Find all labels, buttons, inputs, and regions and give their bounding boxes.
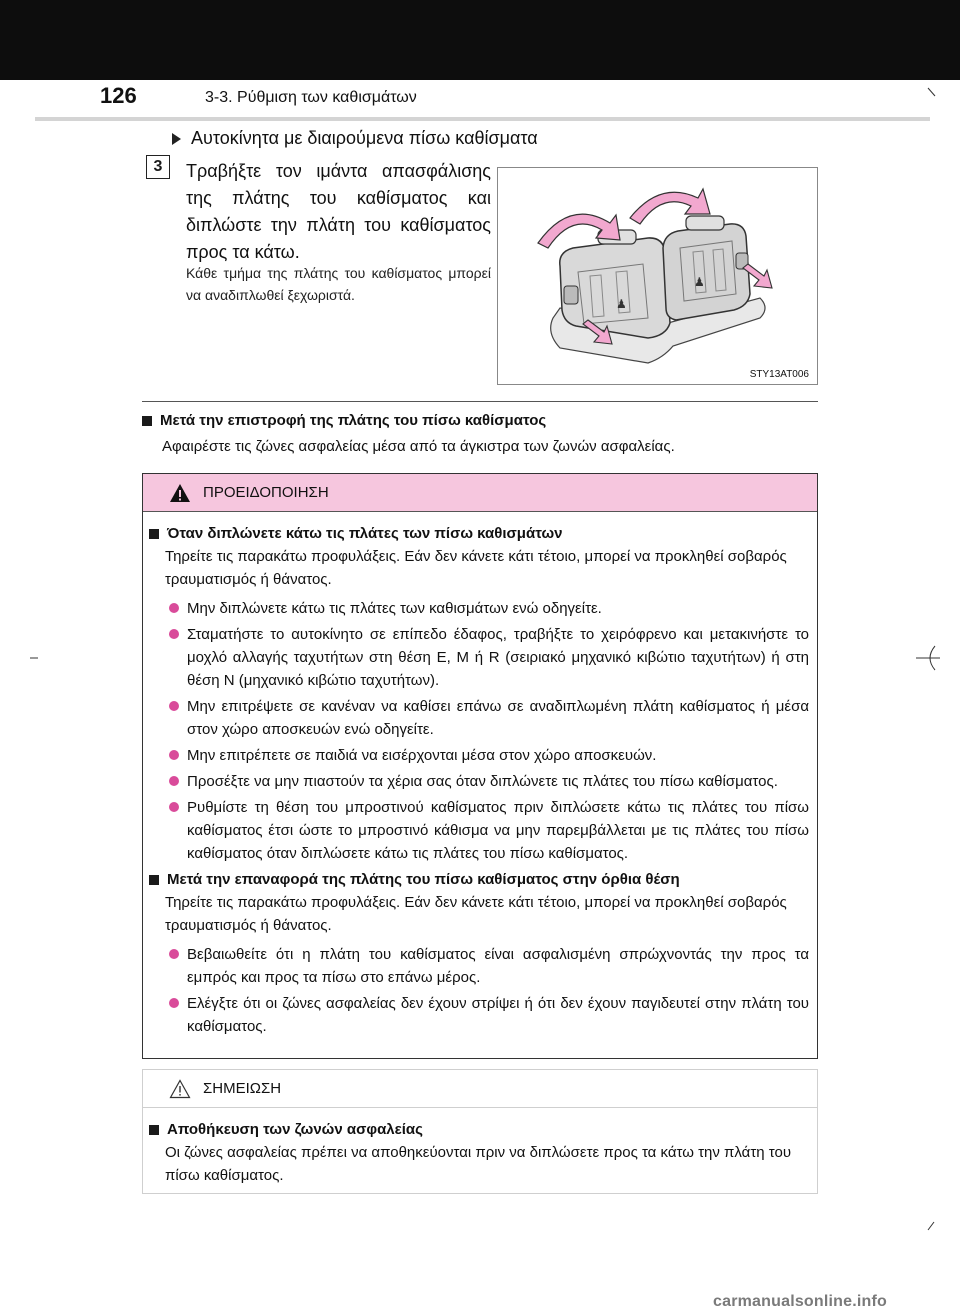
note-label: ΣΗΜΕΙΩΣΗ: [203, 1080, 282, 1097]
return-heading-text: Μετά την επιστροφή της πλάτης του πίσω καθίσματος: [160, 412, 547, 429]
warning-heading-text: Όταν διπλώνετε κάτω τις πλάτες των πίσω καθισμάτων: [167, 525, 563, 542]
warning-item-text: Μην επιτρέψετε σε κανέναν να καθίσει επάνω σε αναδιπλωμένη πλάτη καθίσματος ή μέσα στον χώρο αποσκευών ενώ οδηγείτε.: [187, 698, 809, 738]
svg-text:♟: ♟: [694, 275, 705, 289]
sub-heading-text: Αυτοκίνητα με διαιρούμενα πίσω καθίσματα: [191, 128, 538, 148]
page-number: 126: [100, 83, 137, 108]
note-text: Οι ζώνες ασφαλείας πρέπει να αποθηκεύονται πριν να διπλώσετε προς τα κάτω την πλάτη του πίσω καθίσματος.: [165, 1144, 792, 1184]
note-heading-text: Αποθήκευση των ζωνών ασφαλείας: [167, 1121, 423, 1138]
warning-item-text: Βεβαιωθείτε ότι η πλάτη του καθίσματος είναι ασφαλισμένη σπρώχνοντάς την προς τα εμπρός και προς τα πίσω στο επάνω μέρος.: [187, 946, 809, 986]
figure-code: STY13AT006: [749, 369, 809, 380]
warning-heading-text: Μετά την επαναφορά της πλάτης του πίσω καθίσματος στην όρθια θέση: [167, 871, 680, 888]
warning-item-text: Ρυθμίστε τη θέση του μπροστινού καθίσματος πριν διπλώσετε κάτω τις πλάτες του πίσω καθίσματος έτσι ώστε το μπροστινό κάθισμα να μην παρεμβάλλεται με τις πλάτες του πίσω καθίσματος όταν διπλώσετε κάτω τις πλάτες του πίσω καθίσματος.: [187, 799, 809, 862]
watermark: carmanualsonline.info: [713, 1293, 888, 1310]
warning-intro: Τηρείτε τις παρακάτω προφυλάξεις. Εάν δεν κάνετε κάτι τέτοιο, μπορεί να προκληθεί σοβαρός τραυματισμός ή θάνατος.: [165, 894, 787, 934]
warning-intro: Τηρείτε τις παρακάτω προφυλάξεις. Εάν δεν κάνετε κάτι τέτοιο, μπορεί να προκληθεί σοβαρός τραυματισμός ή θάνατος.: [165, 548, 787, 588]
warning-item-text: Προσέξτε να μην πιαστούν τα χέρια σας όταν διπλώνετε τις πλάτες του πίσω καθίσματος.: [187, 773, 778, 790]
section-title: 3-3. Ρύθμιση των καθισμάτων: [205, 89, 417, 106]
return-body: Αφαιρέστε τις ζώνες ασφαλείας μέσα από τα άγκιστρα των ζωνών ασφαλείας.: [162, 438, 675, 455]
svg-text:♟: ♟: [616, 297, 627, 311]
step-note: Κάθε τμήμα της πλάτης του καθίσματος μπορεί να αναδιπλωθεί ξεχωριστά.: [186, 265, 491, 303]
warning-item-text: Μην διπλώνετε κάτω τις πλάτες των καθισμάτων ενώ οδηγείτε.: [187, 600, 602, 617]
step-number: 3: [146, 155, 170, 179]
warning-item-text: Ελέγξτε ότι οι ζώνες ασφαλείας δεν έχουν στρίψει ή ότι δεν έχουν παγιδευτεί στην πλάτη του καθίσματος.: [187, 995, 809, 1035]
warning-item-text: Σταματήστε το αυτοκίνητο σε επίπεδο έδαφος, τραβήξτε το χειρόφρενο και μετακινήστε το μοχλό αλλαγής ταχυτήτων στη θέση Ε, Μ ή R (σειριακό μηχανικό κιβώτιο ταχυτήτων) ή στη θέση Ν (μηχανικό κιβώτιο ταχυτήτων).: [187, 626, 809, 689]
warning-label: ΠΡΟΕΙΔΟΠΟΙΗΣΗ: [203, 484, 329, 501]
warning-item-text: Μην επιτρέπετε σε παιδιά να εισέρχονται μέσα στον χώρο αποσκευών.: [187, 747, 657, 764]
step-text: Τραβήξτε τον ιμάντα απασφάλισης της πλάτης του καθίσματος και διπλώστε την πλάτη του καθίσματος προς τα κάτω.: [186, 161, 491, 262]
